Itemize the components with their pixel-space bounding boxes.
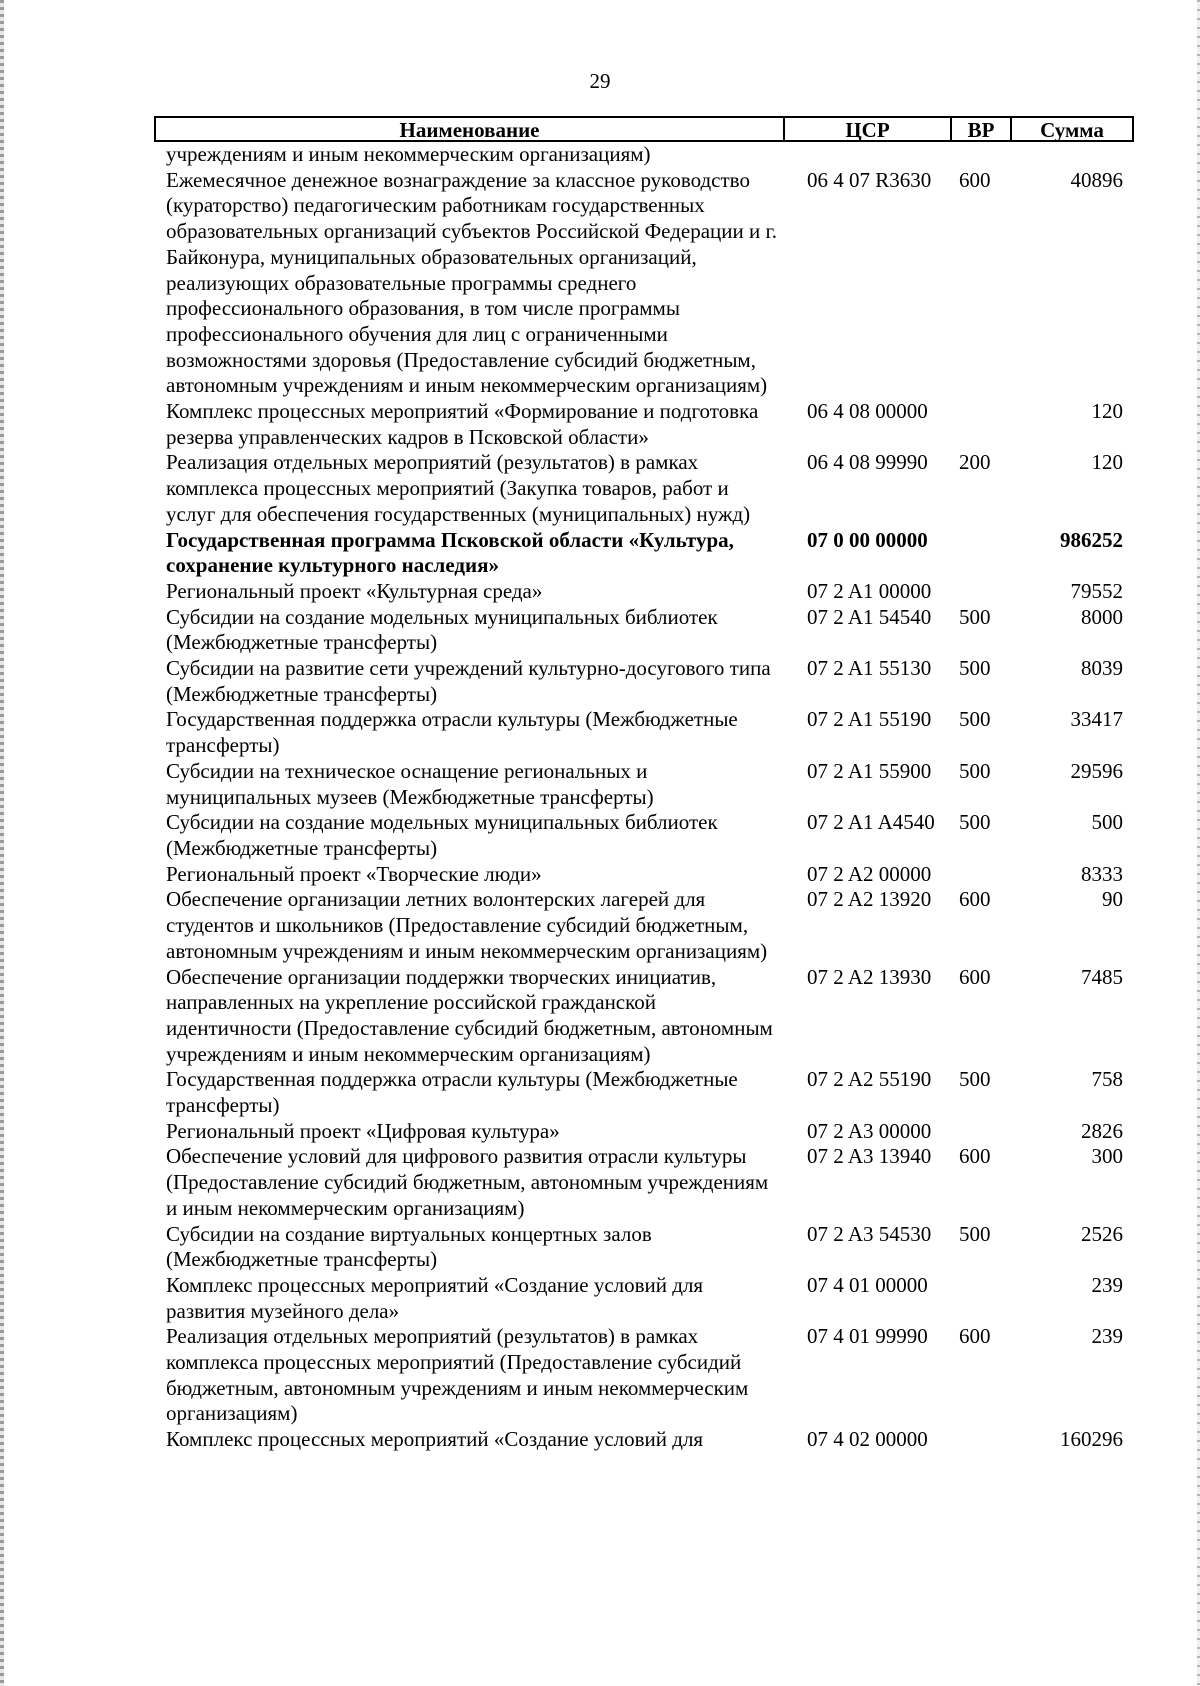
- row-sum: 986252: [1060, 527, 1123, 552]
- row-name: Региональный проект «Творческие люди»: [166, 861, 542, 886]
- row-vr-code: 600: [959, 167, 991, 192]
- row-name: Региональный проект «Цифровая культура»: [166, 1118, 560, 1143]
- row-sum: 40896: [1070, 167, 1123, 192]
- row-sum: 120: [1091, 399, 1123, 424]
- row-csr-code: 07 2 A1 54540: [807, 604, 932, 629]
- row-name: Субсидии на создание модельных муниципальных библиотек (Межбюджетные трансферты): [166, 604, 718, 655]
- table-row: [166, 1427, 1126, 1453]
- row-csr-code: 07 2 A2 00000: [807, 861, 932, 886]
- row-sum: 8333: [1081, 861, 1123, 886]
- row-vr-code: 500: [959, 1067, 991, 1092]
- row-name: Комплекс процессных мероприятий «Формирование и подготовка резерва управленческих кадров в Псковской области»: [166, 399, 759, 449]
- header-csr: ЦСР: [783, 116, 950, 142]
- row-vr-code: 500: [959, 707, 991, 732]
- row-csr-code: 07 2 A1 55190: [807, 707, 932, 732]
- row-vr-code: 500: [959, 758, 991, 783]
- row-csr-code: 07 4 01 99990: [807, 1324, 928, 1349]
- row-csr-code: 07 2 A1 A4540: [807, 810, 935, 835]
- row-sum: 120: [1091, 450, 1123, 475]
- table-row: [166, 1067, 1126, 1118]
- table-row: [166, 707, 1126, 758]
- table-row: [166, 887, 1126, 964]
- row-name: Субсидии на создание модельных муниципальных библиотек (Межбюджетные трансферты): [166, 810, 718, 860]
- table-row: [166, 528, 1126, 579]
- table-row: [166, 450, 1126, 527]
- row-name: Субсидии на развитие сети учреждений культурно-досугового типа (Межбюджетные трансферты): [166, 656, 771, 706]
- row-csr-code: 07 4 02 00000: [807, 1427, 928, 1452]
- table-row: [166, 1144, 1126, 1221]
- row-name: Государственная программа Псковской области «Культура, сохранение культурного наследия»: [166, 527, 734, 578]
- row-name: Государственная поддержка отрасли культуры (Межбюджетные трансферты): [166, 707, 738, 758]
- table-row: [166, 810, 1126, 861]
- row-vr-code: 500: [959, 656, 991, 681]
- row-sum: 7485: [1081, 964, 1123, 989]
- row-name: Ежемесячное денежное вознаграждение за классное руководство (кураторство) педагогическим работникам государственных образовательных организаций субъектов Российской Федерации и г. Байконура, муниципальных образовательных организаций, реализующих образовательные программы среднего профессионального образования, в том числе программы профессионального обучения для лиц с ограниченными возможностями здоровья (Предоставление субсидий бюджетным, автономным учреждениям и иным некоммерческим организациям): [166, 167, 777, 398]
- row-sum: 8000: [1081, 604, 1123, 629]
- row-name: Субсидии на техническое оснащение региональных и муниципальных музеев (Межбюджетные трансферты): [166, 758, 654, 809]
- row-vr-code: 600: [959, 887, 991, 912]
- row-csr-code: 07 2 A1 55130: [807, 656, 932, 681]
- row-sum: 29596: [1070, 758, 1123, 783]
- row-vr-code: 600: [959, 1324, 991, 1349]
- row-name: Реализация отдельных мероприятий (результатов) в рамках комплекса процессных мероприятий (Закупка товаров, работ и услуг для обеспечения государственных (муниципальных) нужд): [166, 450, 751, 526]
- row-csr-code: 07 2 A2 13930: [807, 964, 932, 989]
- row-sum: 758: [1091, 1067, 1123, 1092]
- table-row: [166, 862, 1126, 888]
- row-sum: 300: [1091, 1144, 1123, 1169]
- row-csr-code: 07 2 A2 55190: [807, 1067, 932, 1092]
- row-sum: 8039: [1081, 656, 1123, 681]
- row-csr-code: 07 4 01 00000: [807, 1272, 928, 1297]
- page-number: 29: [589, 69, 611, 93]
- table-row: [166, 579, 1126, 605]
- row-sum: 33417: [1070, 707, 1123, 732]
- row-csr-code: 07 2 A1 55900: [807, 758, 932, 783]
- table-row: [166, 1119, 1126, 1145]
- table-row: [166, 1273, 1126, 1324]
- row-csr-code: 07 2 A3 00000: [807, 1118, 932, 1143]
- row-name: Региональный проект «Культурная среда»: [166, 578, 543, 603]
- row-csr-code: 07 0 00 00000: [807, 527, 928, 552]
- row-name: Реализация отдельных мероприятий (результатов) в рамках комплекса процессных мероприятий (Предоставление субсидий бюджетным, автономным учреждениям и иным некоммерческим организациям): [166, 1324, 749, 1426]
- table-row: [166, 759, 1126, 810]
- row-name: Субсидии на создание виртуальных концертных залов (Межбюджетные трансферты): [166, 1221, 652, 1272]
- table-row: [166, 1222, 1126, 1273]
- row-vr-code: 500: [959, 810, 991, 835]
- row-csr-code: 06 4 07 R3630: [807, 167, 932, 192]
- row-name: Обеспечение условий для цифрового развития отрасли культуры (Предоставление субсидий бюджетным, автономным учреждениям и иным некоммерческим организациям): [166, 1144, 769, 1220]
- header-name: Наименование: [154, 116, 783, 142]
- table-header: [154, 116, 1134, 142]
- table-row: [166, 965, 1126, 1068]
- row-sum: 2826: [1081, 1118, 1123, 1143]
- table-row: [166, 605, 1126, 656]
- row-sum: 160296: [1060, 1427, 1123, 1452]
- table-row: [166, 656, 1126, 707]
- row-name: Комплекс процессных мероприятий «Создание условий для развития музейного дела»: [166, 1272, 704, 1323]
- scan-edge-left: [0, 0, 4, 1686]
- row-csr-code: 06 4 08 00000: [807, 399, 928, 424]
- row-vr-code: 500: [959, 604, 991, 629]
- row-csr-code: 06 4 08 99990: [807, 450, 928, 475]
- row-csr-code: 07 2 A3 13940: [807, 1144, 932, 1169]
- row-name: Обеспечение организации летних волонтерских лагерей для студентов и школьников (Предоставление субсидий бюджетным, автономным учреждениям и иным некоммерческим организациям): [166, 887, 768, 963]
- row-csr-code: 07 2 A2 13920: [807, 887, 932, 912]
- budget-table: [166, 142, 1126, 1453]
- table-row: [166, 399, 1126, 450]
- row-sum: 239: [1091, 1272, 1123, 1297]
- row-vr-code: 600: [959, 964, 991, 989]
- row-name: Комплекс процессных мероприятий «Создание условий для: [166, 1427, 704, 1452]
- table-row: [166, 168, 1126, 399]
- row-sum: 239: [1091, 1324, 1123, 1349]
- row-csr-code: 07 2 A1 00000: [807, 578, 932, 603]
- header-vr: ВР: [950, 116, 1010, 142]
- row-name: учреждениям и иным некоммерческим организациям): [166, 142, 651, 166]
- row-sum: 79552: [1070, 578, 1123, 603]
- row-vr-code: 200: [959, 450, 991, 475]
- table-row: [166, 1324, 1126, 1427]
- header-sum: Сумма: [1010, 116, 1134, 142]
- row-name: Обеспечение организации поддержки творческих инициатив, направленных на укрепление российской гражданской идентичности (Предоставление субсидий бюджетным, автономным учреждениям и иным некоммерческим организациям): [166, 964, 773, 1066]
- table-row: [166, 142, 1126, 168]
- row-vr-code: 500: [959, 1221, 991, 1246]
- row-sum: 500: [1091, 810, 1123, 835]
- row-name: Государственная поддержка отрасли культуры (Межбюджетные трансферты): [166, 1067, 738, 1118]
- row-sum: 2526: [1081, 1221, 1123, 1246]
- row-csr-code: 07 2 A3 54530: [807, 1221, 932, 1246]
- row-vr-code: 600: [959, 1144, 991, 1169]
- row-sum: 90: [1102, 887, 1123, 912]
